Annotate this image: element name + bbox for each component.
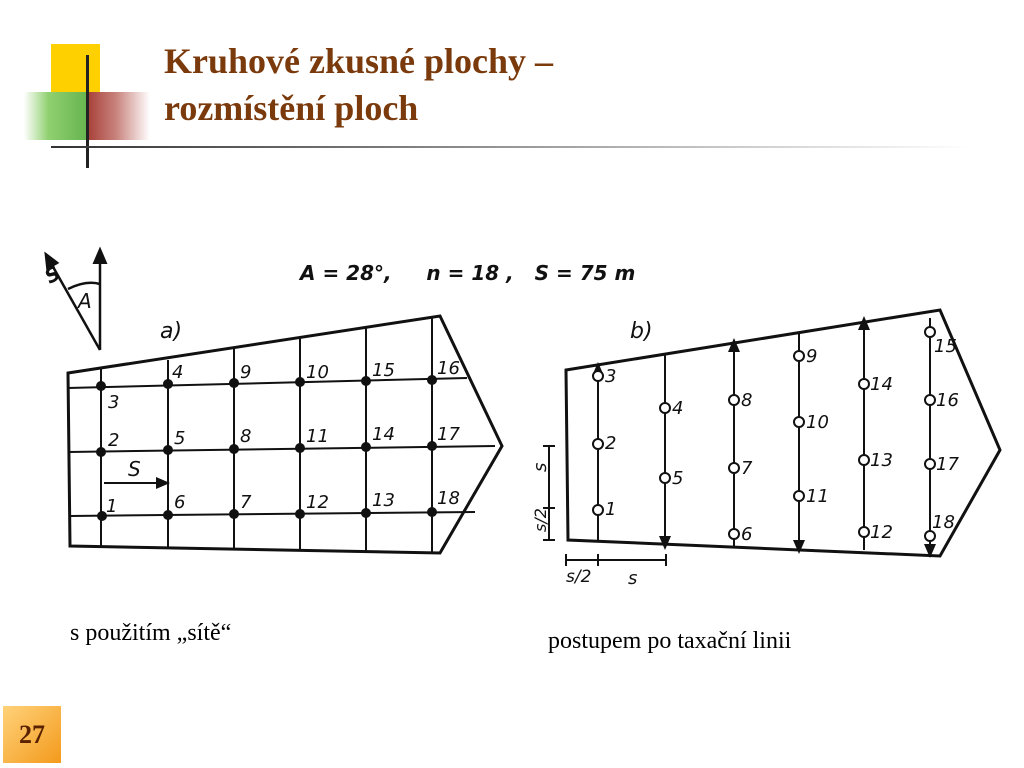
panel-a-label: a): [160, 319, 183, 344]
panel-b: [530, 310, 1000, 589]
plot-b-12-label: 12: [870, 522, 893, 543]
plot-b-10-marker: [794, 417, 804, 427]
plot-b-6-label: 6: [741, 524, 753, 545]
plot-a-2-marker: [96, 447, 106, 457]
plot-b-10-label: 10: [806, 412, 829, 433]
plot-a-10-marker: [295, 377, 305, 387]
panel-b-label: b): [630, 319, 653, 344]
plot-b-15-label: 15: [934, 336, 957, 357]
plot-a-1-label: 1: [106, 496, 118, 517]
plot-b-2-label: 2: [605, 433, 617, 454]
plot-b-8-marker: [729, 395, 739, 405]
plot-b-11-marker: [794, 491, 804, 501]
plot-a-17-label: 17: [437, 424, 460, 445]
plot-b-9-marker: [794, 351, 804, 361]
plot-b-13-label: 13: [870, 450, 893, 471]
panel-b-caption: postupem po taxační linii: [548, 628, 792, 654]
panel-a-grid: [68, 318, 495, 552]
plot-a-11-marker: [295, 443, 305, 453]
panel-b-dim-s-bottom: s: [628, 568, 638, 589]
plot-b-16-marker: [925, 395, 935, 405]
plot-a-17-marker: [427, 441, 437, 451]
plot-b-5-label: 5: [672, 468, 684, 489]
plot-a-18-label: 18: [437, 488, 460, 509]
plot-b-18-label: 18: [932, 512, 955, 533]
plot-b-9-label: 9: [806, 346, 818, 367]
plot-a-14-label: 14: [372, 424, 395, 445]
panel-a: [68, 316, 502, 553]
panel-b-dim-s-half-vertical: s/2: [531, 508, 550, 532]
panel-a-spacing-label: S: [128, 457, 141, 481]
plot-b-16-label: 16: [936, 390, 959, 411]
plot-b-14-label: 14: [870, 374, 893, 395]
plot-a-3-marker: [96, 381, 106, 391]
page-number: 27: [3, 706, 61, 763]
north-symbol: S: [40, 260, 65, 289]
panel-b-dim-s-half: s/2: [566, 567, 592, 587]
plot-a-6-marker: [163, 510, 173, 520]
plot-a-10-label: 10: [306, 362, 329, 383]
panel-a-caption: s použitím „sítě“: [70, 620, 232, 646]
plot-a-15-marker: [361, 376, 371, 386]
plot-b-17-marker: [925, 459, 935, 469]
plot-a-16-marker: [427, 375, 437, 385]
plot-b-7-label: 7: [741, 458, 753, 479]
slide-title-line-1: Kruhové zkusné plochy –: [164, 41, 554, 81]
plot-b-1-label: 1: [605, 499, 617, 520]
plot-b-5-marker: [660, 473, 670, 483]
plot-a-7-marker: [229, 509, 239, 519]
plot-b-17-label: 17: [936, 454, 959, 475]
plot-b-7-marker: [729, 463, 739, 473]
plot-b-2-marker: [593, 439, 603, 449]
angle-label: A: [78, 289, 92, 313]
plot-b-1-marker: [593, 505, 603, 515]
plot-b-4-marker: [660, 403, 670, 413]
plot-a-3-label: 3: [108, 392, 120, 413]
parameters-text: A = 28°, n = 18 , S = 75 m: [300, 261, 636, 285]
plot-b-14-marker: [859, 379, 869, 389]
plot-a-7-label: 7: [240, 492, 252, 513]
plot-a-5-marker: [163, 445, 173, 455]
plot-a-15-label: 15: [372, 360, 395, 381]
plot-a-4-label: 4: [172, 362, 184, 383]
plot-a-12-marker: [295, 509, 305, 519]
plot-b-11-label: 11: [806, 486, 829, 507]
plot-a-18-marker: [427, 507, 437, 517]
plot-a-2-label: 2: [108, 430, 120, 451]
plot-a-9-label: 9: [240, 362, 252, 383]
panel-b-transect-lines: [598, 318, 930, 552]
plot-a-11-label: 11: [306, 426, 329, 447]
plot-b-6-marker: [729, 529, 739, 539]
plot-a-5-label: 5: [174, 428, 186, 449]
plot-a-13-marker: [361, 508, 371, 518]
plot-b-8-label: 8: [741, 390, 753, 411]
plot-b-3-marker: [593, 371, 603, 381]
plot-a-8-label: 8: [240, 426, 252, 447]
plot-a-12-label: 12: [306, 492, 329, 513]
plot-b-3-label: 3: [605, 366, 617, 387]
plot-b-13-marker: [859, 455, 869, 465]
plot-a-16-label: 16: [437, 358, 460, 379]
slide-title-line-2: rozmístění ploch: [164, 88, 419, 128]
plot-a-14-marker: [361, 442, 371, 452]
plot-a-8-marker: [229, 444, 239, 454]
plot-b-4-label: 4: [672, 398, 684, 419]
plot-a-9-marker: [229, 378, 239, 388]
plot-a-6-label: 6: [174, 492, 186, 513]
panel-b-plot-markers: [593, 327, 935, 541]
plot-b-12-marker: [859, 527, 869, 537]
plot-a-13-label: 13: [372, 490, 395, 511]
panel-b-dim-s-vertical: s: [530, 462, 551, 472]
